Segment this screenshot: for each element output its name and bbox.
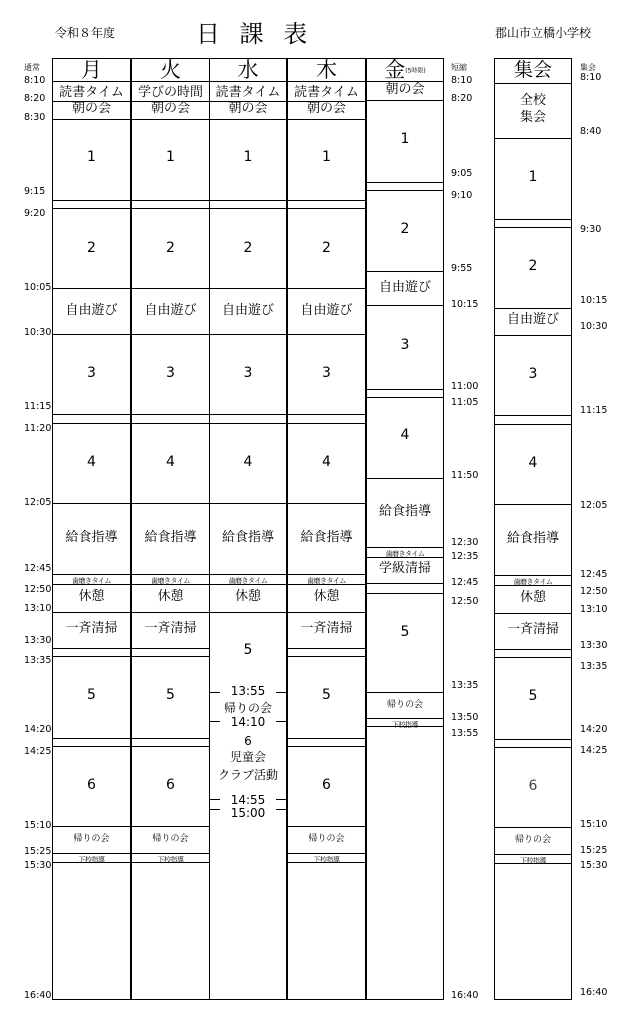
wed-lunch: 給食指導 xyxy=(221,530,274,545)
thu-p3: 3 xyxy=(322,365,331,381)
mon-reading: 読書タイム xyxy=(59,85,124,100)
fri-return-meeting: 帰りの会 xyxy=(386,700,423,710)
mon-brush: 歯磨きタイム xyxy=(72,577,111,585)
fri-dismiss: 下校指導 xyxy=(392,721,418,729)
row-divider xyxy=(288,738,365,739)
day-header-wed: 水 xyxy=(210,58,286,82)
thu-free: 自由遊び xyxy=(300,303,353,318)
assembly-column xyxy=(494,58,572,1000)
thu-rest: 休憩 xyxy=(313,589,340,604)
fri-free-play: 自由遊び xyxy=(378,280,431,295)
row-divider xyxy=(53,334,130,335)
row-divider xyxy=(132,746,209,747)
row-divider xyxy=(53,208,130,209)
wed-time-1355: 13:55 xyxy=(230,684,266,698)
thu-p2: 2 xyxy=(322,240,331,256)
thu-dismiss: 下校指導 xyxy=(313,856,340,864)
time-label: 10:30 xyxy=(24,327,52,338)
time-label: 15:25 xyxy=(24,846,52,857)
time-label: 15:10 xyxy=(580,819,608,830)
wednesday-column xyxy=(209,58,287,1000)
row-divider xyxy=(132,200,209,201)
wed-children-meeting: 児童会 xyxy=(229,750,266,764)
wed-period-3: 3 xyxy=(243,365,253,381)
thu-cleaning: 一斉清掃 xyxy=(300,621,353,636)
row-divider xyxy=(288,826,365,827)
school-name: 郡山市立橋小学校 xyxy=(495,26,592,40)
fri-period-2: 2 xyxy=(400,221,410,237)
time-label: 10:05 xyxy=(24,282,52,293)
wed-brush: 歯磨きタイム xyxy=(228,577,268,585)
row-divider xyxy=(53,200,130,201)
column-bottom xyxy=(53,999,130,1000)
assembly-axis-label: 集会 xyxy=(580,63,596,72)
row-divider xyxy=(132,862,209,863)
row-divider xyxy=(53,423,130,424)
row-divider xyxy=(53,288,130,289)
mon-p2: 2 xyxy=(87,240,96,256)
fri-lunch: 給食指導 xyxy=(378,504,431,519)
time-label: 16:40 xyxy=(24,990,52,1001)
wed-time-1455: 14:55 xyxy=(230,793,266,807)
row-divider xyxy=(132,334,209,335)
row-divider xyxy=(53,862,130,863)
time-label: 12:35 xyxy=(451,551,479,562)
time-label: 16:40 xyxy=(580,987,608,998)
fri-morning: 朝の会 xyxy=(385,82,425,97)
day-header-thu: 木 xyxy=(288,58,365,82)
short-label: 短縮 xyxy=(451,63,467,72)
thu-lunch: 給食指導 xyxy=(300,530,353,545)
time-label: 9:30 xyxy=(580,224,602,235)
tue-p1: 1 xyxy=(166,149,175,165)
wed-free-play: 自由遊び xyxy=(221,303,274,318)
time-label: 8:20 xyxy=(451,93,473,104)
wed-time-1500: 15:00 xyxy=(230,806,266,820)
row-divider xyxy=(53,738,130,739)
row-divider xyxy=(132,584,209,585)
row-divider xyxy=(288,503,365,504)
mon-return: 帰りの会 xyxy=(73,834,110,844)
fri-period-3: 3 xyxy=(400,337,410,353)
time-label: 13:10 xyxy=(580,604,608,615)
tue-p5: 5 xyxy=(166,687,175,703)
tue-cleaning: 一斉清掃 xyxy=(144,621,197,636)
row-divider xyxy=(288,648,365,649)
tue-lunch: 給食指導 xyxy=(144,530,197,545)
tue-p4: 4 xyxy=(166,454,175,470)
row-divider xyxy=(132,423,209,424)
fri-period-4: 4 xyxy=(400,427,410,443)
asm-rest: 休憩 xyxy=(519,590,546,605)
tue-learning: 学びの時間 xyxy=(137,85,203,100)
row-divider xyxy=(53,826,130,827)
tue-free: 自由遊び xyxy=(144,303,197,318)
row-divider xyxy=(53,119,130,120)
tue-brush: 歯磨きタイム xyxy=(151,577,190,585)
asm-period-6: 6 xyxy=(528,778,538,794)
time-label: 14:25 xyxy=(580,745,608,756)
asm-free-play: 自由遊び xyxy=(506,312,559,327)
thu-reading: 読書タイム xyxy=(294,85,359,100)
time-label: 10:15 xyxy=(451,299,479,310)
fri-class-cleaning: 学級清掃 xyxy=(378,561,431,576)
time-label: 14:20 xyxy=(580,724,608,735)
row-divider xyxy=(132,612,209,613)
column-bottom xyxy=(288,999,365,1000)
day-header-mon: 月 xyxy=(53,58,130,82)
wed-period-6: 6 xyxy=(244,734,252,748)
page-title: 日 課 表 xyxy=(196,20,314,48)
mon-free: 自由遊び xyxy=(65,303,118,318)
asm-all-school: 全校 xyxy=(519,93,546,108)
time-label: 11:00 xyxy=(451,381,479,392)
time-label: 15:10 xyxy=(24,820,52,831)
asm-period-5: 5 xyxy=(528,688,538,704)
time-label: 13:55 xyxy=(451,728,479,739)
day-header-assembly: 集会 xyxy=(513,59,552,81)
time-label: 13:35 xyxy=(580,661,608,672)
row-divider xyxy=(132,119,209,120)
time-label: 8:40 xyxy=(580,126,602,137)
row-divider xyxy=(288,656,365,657)
time-label: 12:50 xyxy=(451,596,479,607)
row-divider xyxy=(132,656,209,657)
wed-period-4: 4 xyxy=(243,454,253,470)
time-label: 14:25 xyxy=(24,746,52,757)
normal-label: 通常 xyxy=(24,63,40,72)
time-label: 9:55 xyxy=(451,263,473,274)
time-label: 16:40 xyxy=(451,990,479,1001)
tue-dismiss: 下校指導 xyxy=(157,856,184,864)
asm-period-1: 1 xyxy=(528,169,538,185)
row-divider xyxy=(288,746,365,747)
mon-p4: 4 xyxy=(87,454,96,470)
wed-period-5: 5 xyxy=(243,642,253,658)
asm-cleaning: 一斉清掃 xyxy=(506,622,559,637)
row-divider xyxy=(132,288,209,289)
friday-column xyxy=(366,58,444,1000)
tue-p6: 6 xyxy=(166,777,175,793)
time-label: 15:25 xyxy=(580,845,608,856)
row-divider xyxy=(132,503,209,504)
asm-dismiss: 下校指導 xyxy=(520,857,546,865)
time-label: 15:30 xyxy=(580,860,608,871)
time-label: 11:15 xyxy=(580,405,608,416)
row-divider xyxy=(288,612,365,613)
row-divider xyxy=(53,648,130,649)
asm-period-4: 4 xyxy=(528,455,538,471)
mon-p6: 6 xyxy=(87,777,96,793)
tue-p2: 2 xyxy=(166,240,175,256)
school-year: 令和８年度 xyxy=(55,26,116,40)
row-divider xyxy=(288,862,365,863)
tue-return: 帰りの会 xyxy=(152,834,189,844)
time-label: 11:20 xyxy=(24,423,52,434)
time-label: 11:05 xyxy=(451,397,479,408)
wed-time-1410: 14:10 xyxy=(230,715,266,729)
time-label: 9:15 xyxy=(24,186,46,197)
time-label: 13:30 xyxy=(24,635,52,646)
time-label: 12:45 xyxy=(580,569,608,580)
mon-cleaning: 一斉清掃 xyxy=(65,621,118,636)
mon-p5: 5 xyxy=(87,687,96,703)
friday-note: (5時限) xyxy=(405,67,426,75)
time-label: 13:50 xyxy=(451,712,479,723)
tue-morning: 朝の会 xyxy=(150,101,190,116)
tue-column xyxy=(131,58,210,1000)
time-label: 11:50 xyxy=(451,470,479,481)
time-label: 8:20 xyxy=(24,93,46,104)
time-label: 12:45 xyxy=(24,563,52,574)
time-label: 8:30 xyxy=(24,112,46,123)
mon-lunch: 給食指導 xyxy=(65,530,118,545)
time-label: 9:05 xyxy=(451,168,473,179)
thu-column xyxy=(287,58,366,1000)
thu-p5: 5 xyxy=(322,687,331,703)
thu-p1: 1 xyxy=(322,149,331,165)
mon-p1: 1 xyxy=(87,149,96,165)
day-header-tue: 火 xyxy=(132,58,209,82)
time-label: 8:10 xyxy=(580,72,602,83)
asm-lunch: 給食指導 xyxy=(506,531,559,546)
row-divider xyxy=(288,208,365,209)
tue-rest: 休憩 xyxy=(157,589,184,604)
time-label: 9:10 xyxy=(451,190,473,201)
time-label: 12:50 xyxy=(580,586,608,597)
time-label: 10:30 xyxy=(580,321,608,332)
time-label: 12:30 xyxy=(451,537,479,548)
thu-p4: 4 xyxy=(322,454,331,470)
wed-period-1: 1 xyxy=(243,149,253,165)
time-label: 14:20 xyxy=(24,724,52,735)
time-label: 13:35 xyxy=(451,680,479,691)
row-divider xyxy=(288,334,365,335)
time-label: 10:15 xyxy=(580,295,608,306)
row-divider xyxy=(132,826,209,827)
row-divider xyxy=(53,414,130,415)
asm-period-2: 2 xyxy=(528,258,538,274)
wed-reading: 読書タイム xyxy=(215,85,281,100)
wed-return-meeting: 帰りの会 xyxy=(223,701,272,715)
thu-brush: 歯磨きタイム xyxy=(307,577,346,585)
fri-period-5: 5 xyxy=(400,624,410,640)
time-label: 13:10 xyxy=(24,603,52,614)
mon-morning: 朝の会 xyxy=(71,101,111,116)
row-divider xyxy=(288,288,365,289)
time-label: 12:05 xyxy=(580,500,608,511)
time-label: 12:50 xyxy=(24,584,52,595)
asm-brush: 歯磨きタイム xyxy=(513,578,553,586)
thu-p6: 6 xyxy=(322,777,331,793)
row-divider xyxy=(288,414,365,415)
time-label: 8:10 xyxy=(451,75,473,86)
row-divider xyxy=(132,648,209,649)
time-label: 12:45 xyxy=(451,577,479,588)
row-divider xyxy=(288,423,365,424)
row-divider xyxy=(53,656,130,657)
mon-rest: 休憩 xyxy=(78,589,105,604)
asm-return-meeting: 帰りの会 xyxy=(514,835,551,845)
time-label: 11:15 xyxy=(24,401,52,412)
asm-gathering: 集会 xyxy=(519,110,546,125)
row-divider xyxy=(132,738,209,739)
time-label: 13:30 xyxy=(580,640,608,651)
wed-morning: 朝の会 xyxy=(228,101,268,116)
day-header-fri: 金(5時限) xyxy=(367,58,443,82)
wed-rest: 休憩 xyxy=(234,589,261,604)
row-divider xyxy=(53,584,130,585)
fri-period-1: 1 xyxy=(400,131,410,147)
row-divider xyxy=(53,612,130,613)
row-divider xyxy=(288,200,365,201)
column-bottom xyxy=(132,999,209,1000)
fri-brush: 歯磨きタイム xyxy=(385,550,425,558)
wed-period-2: 2 xyxy=(243,240,253,256)
row-divider xyxy=(132,414,209,415)
time-label: 12:05 xyxy=(24,497,52,508)
time-label: 13:35 xyxy=(24,655,52,666)
thu-return: 帰りの会 xyxy=(308,834,345,844)
mon-dismiss: 下校指導 xyxy=(78,856,105,864)
row-divider xyxy=(132,208,209,209)
time-label: 15:30 xyxy=(24,860,52,871)
mon-p3: 3 xyxy=(87,365,96,381)
tue-p3: 3 xyxy=(166,365,175,381)
time-label: 9:20 xyxy=(24,208,46,219)
row-divider xyxy=(53,503,130,504)
row-divider xyxy=(53,746,130,747)
wed-club-activity: クラブ活動 xyxy=(217,768,278,782)
asm-period-3: 3 xyxy=(528,366,538,382)
thu-morning: 朝の会 xyxy=(306,101,346,116)
row-divider xyxy=(288,119,365,120)
row-divider xyxy=(288,584,365,585)
time-label: 8:10 xyxy=(24,75,46,86)
mon-column xyxy=(52,58,131,1000)
